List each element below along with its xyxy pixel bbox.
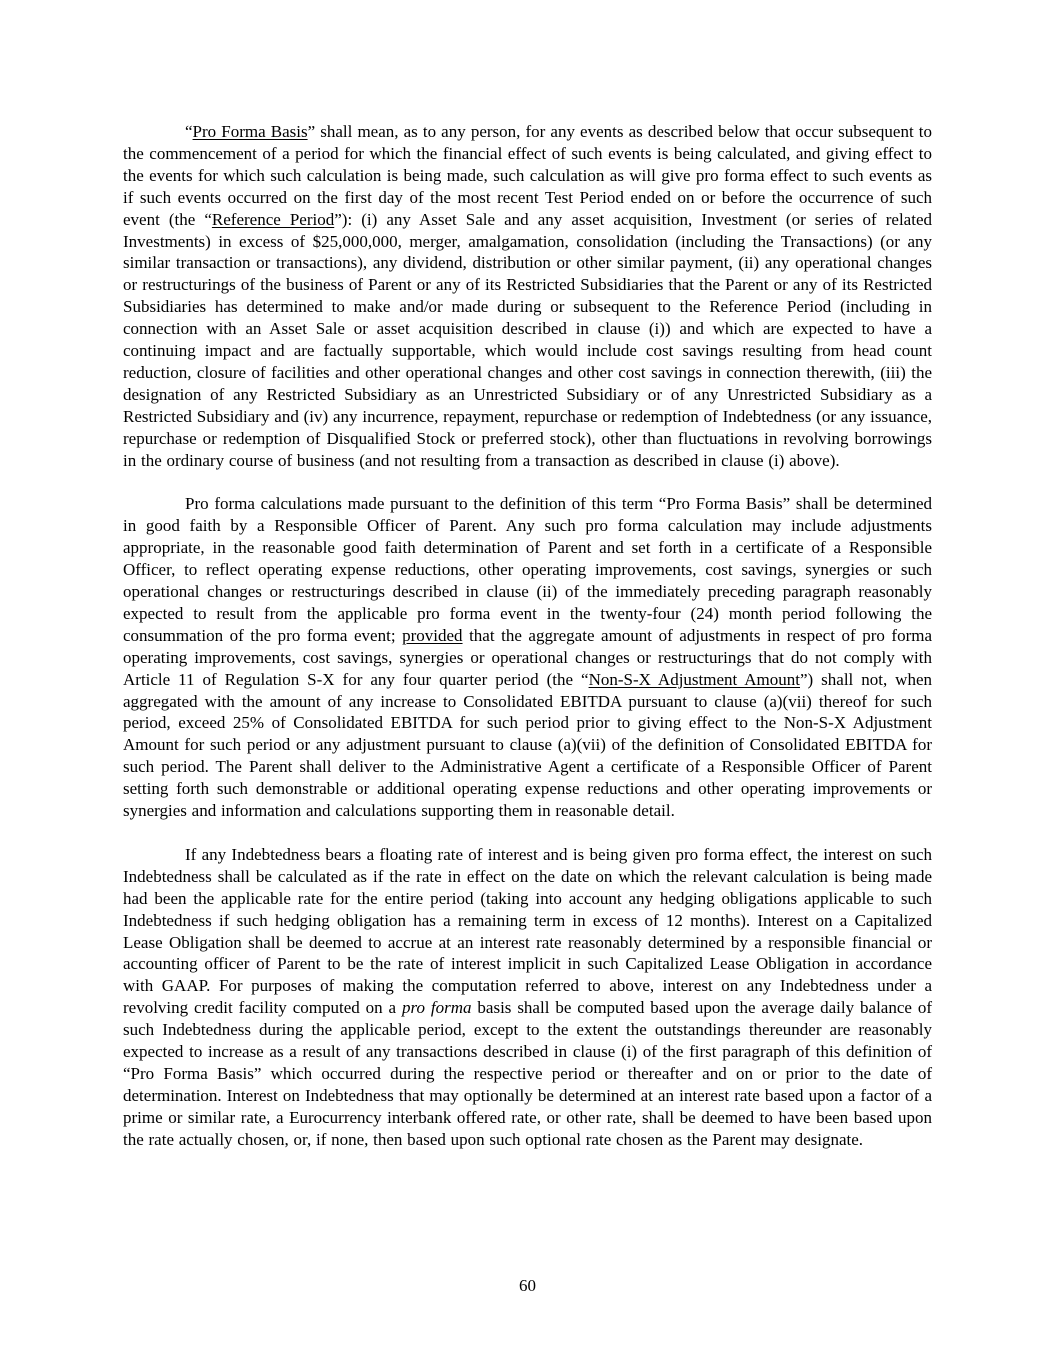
page-number: 60 <box>519 1276 536 1295</box>
paragraph-pro-forma-calculations: Pro forma calculations made pursuant to the definition of this term “Pro Forma Basis” shall be determined in good faith by a Responsible Officer of Parent. Any such pro forma calculation may include adjustments appropriate, in the reasonable good faith determination of Parent and set forth in a certificate of a Responsible Officer, to reflect operating expense reductions, other operating improvements, cost savings, synergies or such operational changes or restructurings described in clause (ii) of the immediately preceding paragraph reasonably expected to result from the applicable pro forma event in the twenty-four (24) month period following the consummation of the pro forma event; provided that the aggregate amount of adjustments in respect of pro forma operating improvements, cost savings, synergies or operational changes or restructurings that do not comply with Article 11 of Regulation S-X for any four quarter period (the “Non-S-X Adjustment Amount”) shall not, when aggregated with the amount of any increase to Consolidated EBITDA pursuant to clause (a)(vii) thereof for such period, exceed 25% of Consolidated EBITDA for such period prior to giving effect to the Non-S-X Adjustment Amount for such period or any adjustment pursuant to clause (a)(vii) of the definition of Consolidated EBITDA for such period. The Parent shall deliver to the Administrative Agent a certificate of a Responsible Officer of Parent setting forth such demonstrable or additional operating expense reductions and other operating improvements or synergies and information and calculations supporting them in reasonable detail. <box>123 494 933 821</box>
paragraph-floating-rate-interest: If any Indebtedness bears a floating rate of interest and is being given pro forma effect, the interest on such Indebtedness shall be calculated as if the rate in effect on the date on which the relevant calculation is being made had been the applicable rate for the entire period (taking into account any hedging obligations applicable to such Indebtedness if such hedging obligation has a remaining term in excess of 12 months). Interest on a Capitalized Lease Obligation shall be deemed to accrue at an interest rate reasonably determined by a responsible financial or accounting officer of Parent to be the rate of interest implicit in such Capitalized Lease Obligation in accordance with GAAP. For purposes of making the computation referred to above, interest on any Indebtedness under a revolving credit facility computed on a pro forma basis shall be computed based upon the average daily balance of such Indebtedness during the applicable period, except to the extent the outstandings thereunder are reasonably expected to increase as a result of any transactions described in clause (i) of the first paragraph of this definition of “Pro Forma Basis” which occurred during the respective period or thereafter and on or prior to the date of determination. Interest on Indebtedness that may optionally be determined at an interest rate based upon a factor of a prime or similar rate, a Eurocurrency interbank offered rate, or other rate, shall be deemed to have been based upon the rate actually chosen, or, if none, then based upon such optional rate chosen as the Parent may designate. <box>123 844 933 1149</box>
document-body <box>123 121 932 1151</box>
paragraph-pro-forma-basis-definition: “Pro Forma Basis” shall mean, as to any person, for any events as described below that occur subsequent to the commencement of a period for which the financial effect of such events is being calculated, and giving effect to the events for which such calculation is being made, such calculation as will give pro forma effect to such events as if such events occurred on the first day of the most recent Test Period ended on or before the occurrence of such event (the “Reference Period”): (i) any Asset Sale and any asset acquisition, Investment (or series of related Investments) in excess of $25,000,000, merger, amalgamation, consolidation (including the Transactions) (or any similar transaction or transactions), any dividend, distribution or other similar payment, (ii) any operational changes or restructurings of the business of Parent or any of its Restricted Subsidiaries that the Parent or any of its Restricted Subsidiaries has determined to make and/or made during or subsequent to the Reference Period (including in connection with an Asset Sale or asset acquisition described in clause (i)) and which are expected to have a continuing impact and are factually supportable, which would include cost savings resulting from head count reduction, closure of facilities and other operational changes and other cost savings in connection therewith, (iii) the designation of any Restricted Subsidiary as an Unrestricted Subsidiary or of any Unrestricted Subsidiary as a Restricted Subsidiary and (iv) any incurrence, repayment, repurchase or redemption of Indebtedness (or any issuance, repurchase or redemption of Disqualified Stock or preferred stock), other than fluctuations in revolving borrowings in the ordinary course of business (and not resulting from a transaction as described in clause (i) above). <box>123 122 933 470</box>
